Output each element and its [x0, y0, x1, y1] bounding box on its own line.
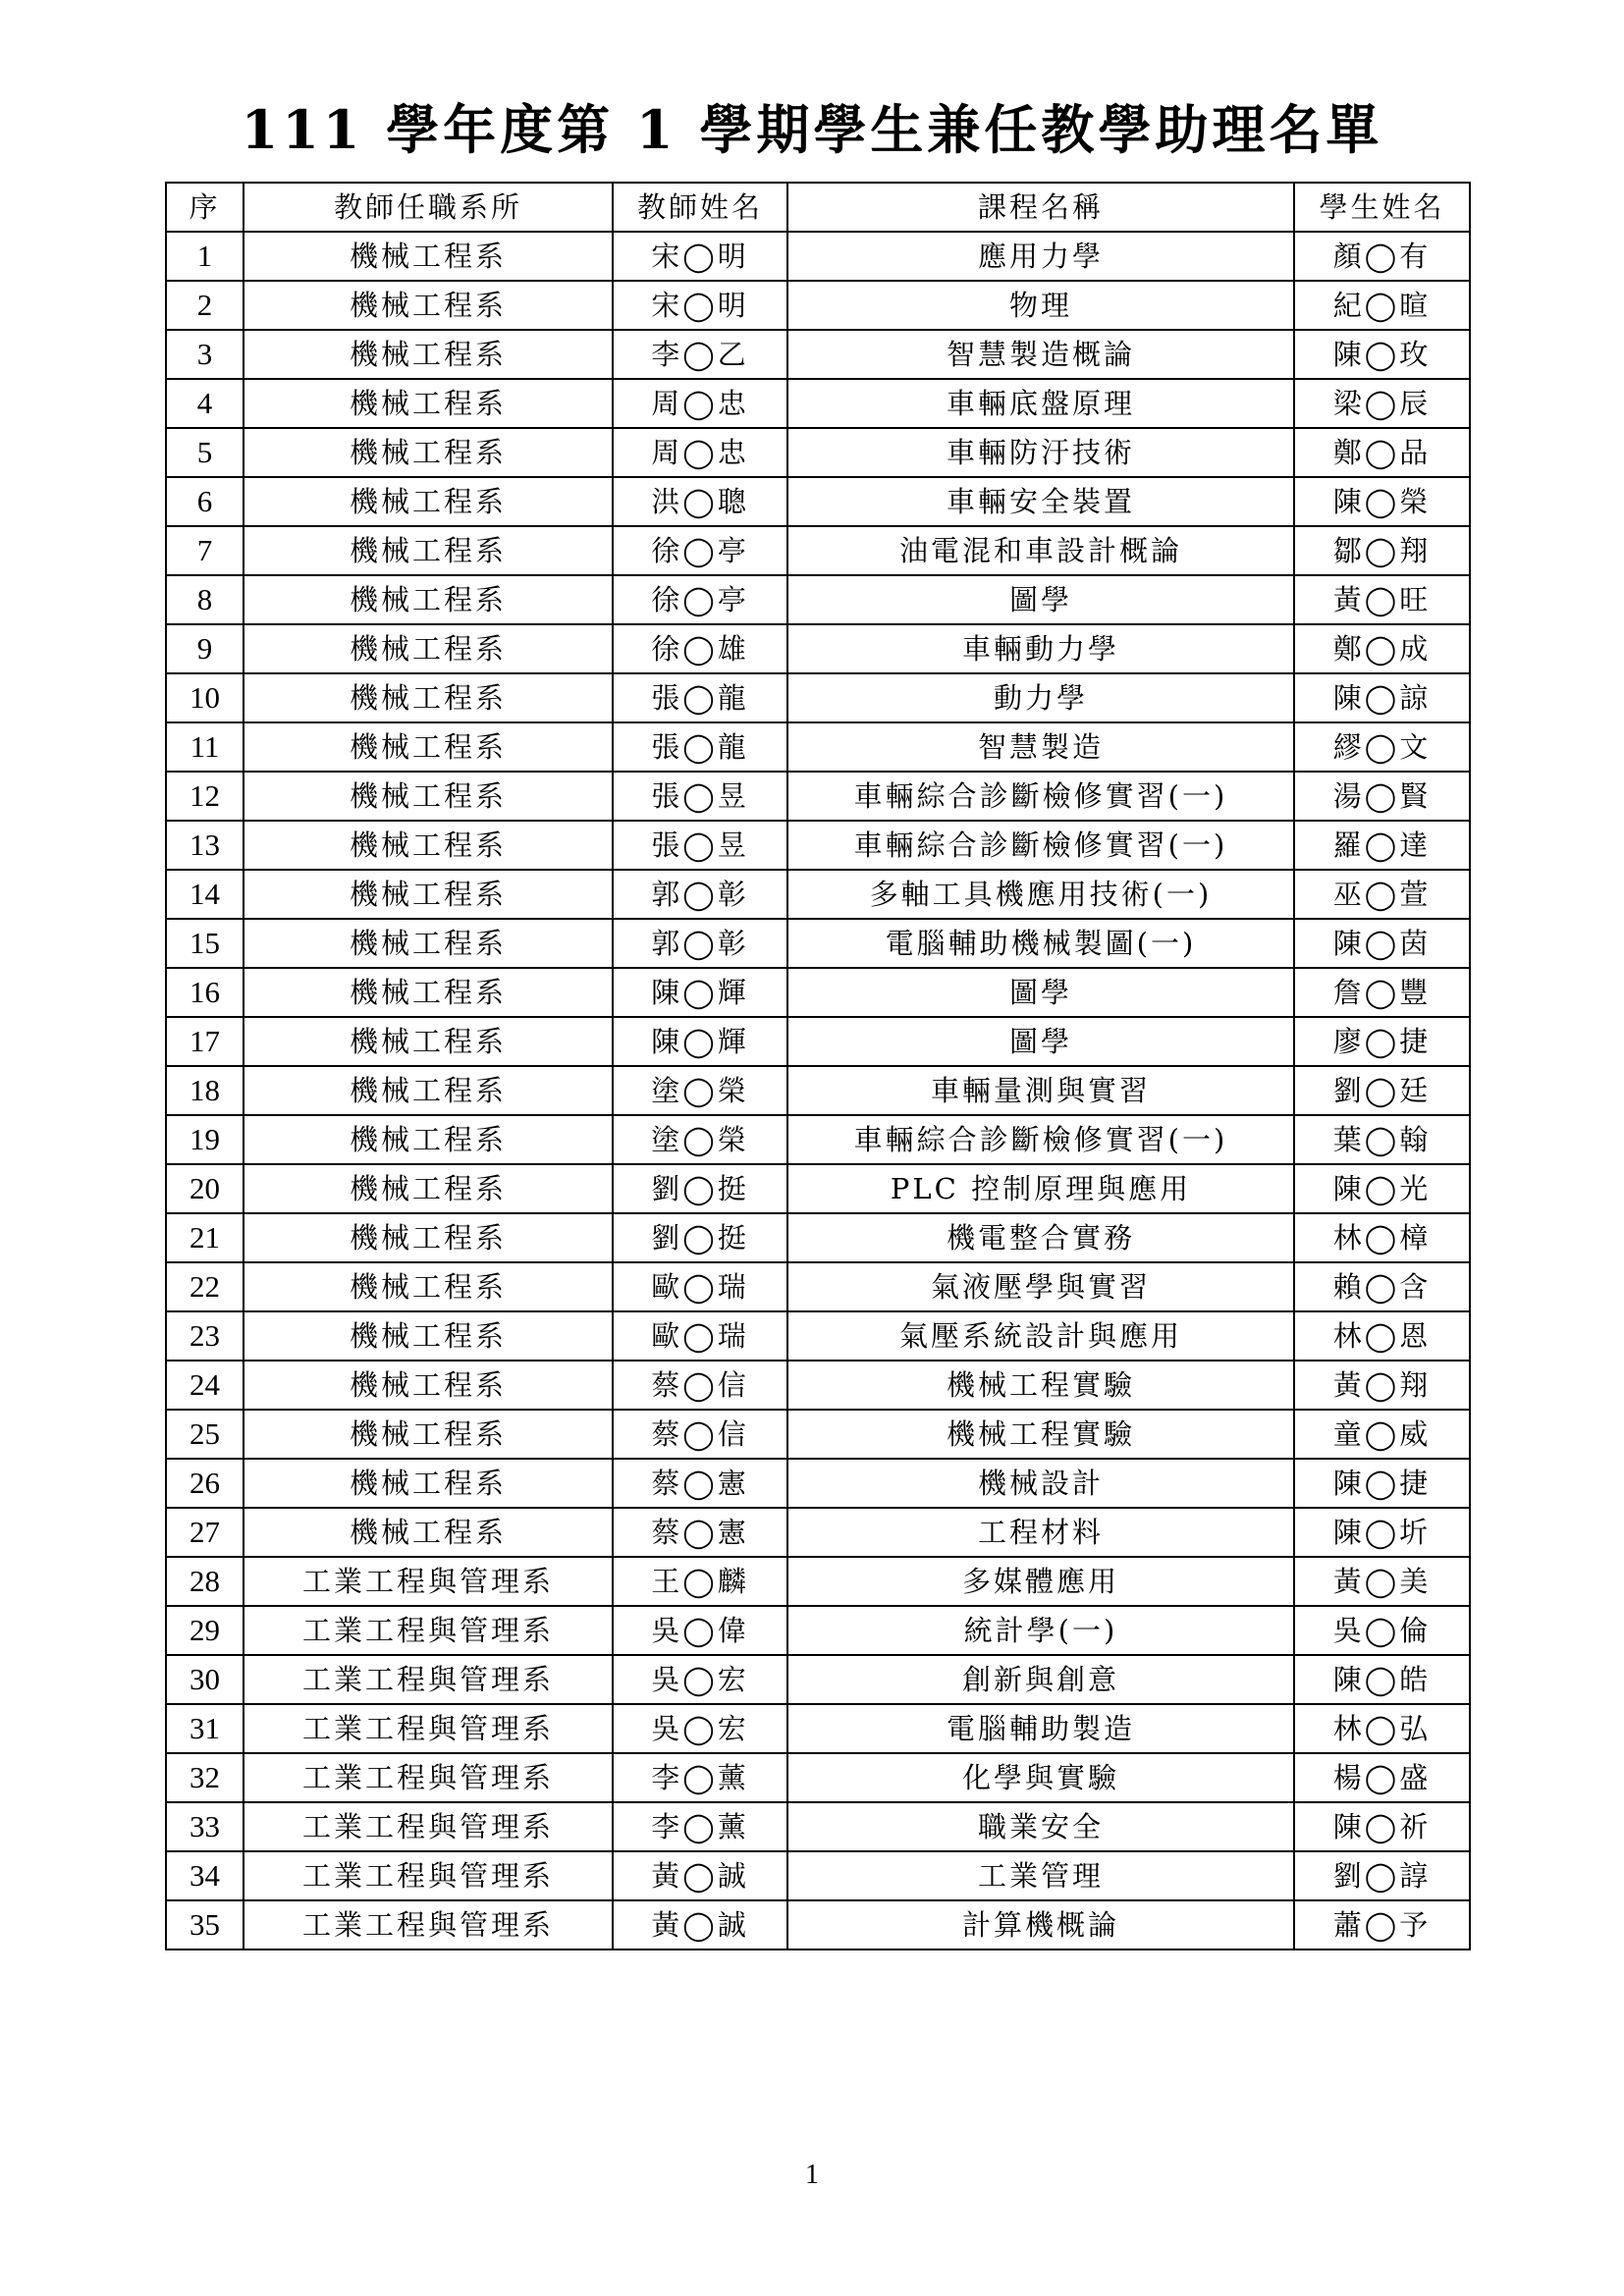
cell-department: 機械工程系 — [244, 330, 613, 379]
cell-seq: 27 — [166, 1508, 244, 1557]
cell-course: 多軸工具機應用技術(一) — [787, 870, 1294, 919]
table-row — [166, 1361, 1470, 1410]
cell-course: 氣液壓學與實習 — [787, 1262, 1294, 1311]
cell-teacher: 宋◯明 — [613, 281, 787, 330]
cell-student: 賴◯含 — [1294, 1262, 1470, 1311]
cell-department: 機械工程系 — [244, 624, 613, 673]
cell-seq: 23 — [166, 1311, 244, 1361]
cell-course: 機械設計 — [787, 1459, 1294, 1508]
cell-course: 車輛安全裝置 — [787, 477, 1294, 526]
cell-course: 機械工程實驗 — [787, 1410, 1294, 1459]
cell-student: 陳◯捷 — [1294, 1459, 1470, 1508]
cell-seq: 16 — [166, 968, 244, 1017]
cell-teacher: 劉◯挺 — [613, 1213, 787, 1262]
table-row — [166, 379, 1470, 428]
table-row — [166, 870, 1470, 919]
cell-department: 機械工程系 — [244, 673, 613, 722]
cell-department: 機械工程系 — [244, 870, 613, 919]
cell-department: 機械工程系 — [244, 232, 613, 281]
cell-teacher: 周◯忠 — [613, 379, 787, 428]
cell-course: 車輛綜合診斷檢修實習(一) — [787, 1115, 1294, 1164]
cell-student: 鄭◯品 — [1294, 428, 1470, 477]
cell-seq: 3 — [166, 330, 244, 379]
cell-teacher: 陳◯輝 — [613, 968, 787, 1017]
cell-student: 劉◯諄 — [1294, 1851, 1470, 1900]
cell-course: 車輛底盤原理 — [787, 379, 1294, 428]
cell-course: 電腦輔助製造 — [787, 1704, 1294, 1753]
cell-student: 陳◯茵 — [1294, 919, 1470, 968]
cell-course: PLC 控制原理與應用 — [787, 1164, 1294, 1213]
cell-student: 陳◯諒 — [1294, 673, 1470, 722]
cell-department: 機械工程系 — [244, 722, 613, 772]
cell-course: 創新與創意 — [787, 1655, 1294, 1704]
cell-student: 繆◯文 — [1294, 722, 1470, 772]
cell-seq: 8 — [166, 575, 244, 624]
table-body — [166, 232, 1470, 1949]
cell-course: 車輛量測與實習 — [787, 1066, 1294, 1115]
cell-student: 陳◯玫 — [1294, 330, 1470, 379]
cell-course: 油電混和車設計概論 — [787, 526, 1294, 575]
cell-seq: 25 — [166, 1410, 244, 1459]
table-row — [166, 1066, 1470, 1115]
cell-teacher: 吳◯宏 — [613, 1655, 787, 1704]
teaching-assistant-table — [165, 182, 1471, 1950]
header-department: 教師任職系所 — [244, 183, 613, 232]
cell-course: 車輛防汙技術 — [787, 428, 1294, 477]
cell-student: 劉◯廷 — [1294, 1066, 1470, 1115]
cell-teacher: 吳◯宏 — [613, 1704, 787, 1753]
cell-seq: 10 — [166, 673, 244, 722]
cell-course: 圖學 — [787, 1017, 1294, 1066]
cell-teacher: 吳◯偉 — [613, 1606, 787, 1655]
cell-student: 陳◯圻 — [1294, 1508, 1470, 1557]
cell-seq: 1 — [166, 232, 244, 281]
table-row — [166, 1753, 1470, 1802]
table-row — [166, 1655, 1470, 1704]
cell-student: 林◯樟 — [1294, 1213, 1470, 1262]
cell-course: 多媒體應用 — [787, 1557, 1294, 1606]
cell-seq: 17 — [166, 1017, 244, 1066]
cell-student: 顏◯有 — [1294, 232, 1470, 281]
cell-teacher: 張◯龍 — [613, 722, 787, 772]
cell-student: 巫◯萱 — [1294, 870, 1470, 919]
cell-seq: 32 — [166, 1753, 244, 1802]
cell-student: 黃◯旺 — [1294, 575, 1470, 624]
cell-seq: 34 — [166, 1851, 244, 1900]
cell-department: 機械工程系 — [244, 428, 613, 477]
cell-seq: 20 — [166, 1164, 244, 1213]
cell-student: 童◯威 — [1294, 1410, 1470, 1459]
cell-student: 林◯弘 — [1294, 1704, 1470, 1753]
cell-seq: 6 — [166, 477, 244, 526]
table-row — [166, 1508, 1470, 1557]
table-row — [166, 624, 1470, 673]
cell-course: 動力學 — [787, 673, 1294, 722]
cell-department: 機械工程系 — [244, 1066, 613, 1115]
table-row — [166, 526, 1470, 575]
cell-department: 機械工程系 — [244, 575, 613, 624]
cell-seq: 22 — [166, 1262, 244, 1311]
cell-department: 機械工程系 — [244, 1508, 613, 1557]
header-seq: 序 — [166, 183, 244, 232]
table-row — [166, 1851, 1470, 1900]
table-row — [166, 1802, 1470, 1851]
cell-department: 機械工程系 — [244, 821, 613, 870]
cell-seq: 15 — [166, 919, 244, 968]
header-student: 學生姓名 — [1294, 183, 1470, 232]
cell-student: 紀◯暄 — [1294, 281, 1470, 330]
cell-course: 工業管理 — [787, 1851, 1294, 1900]
cell-teacher: 蔡◯信 — [613, 1410, 787, 1459]
table-row — [166, 330, 1470, 379]
cell-student: 羅◯達 — [1294, 821, 1470, 870]
cell-course: 物理 — [787, 281, 1294, 330]
cell-student: 陳◯光 — [1294, 1164, 1470, 1213]
cell-student: 蕭◯予 — [1294, 1900, 1470, 1949]
cell-course: 計算機概論 — [787, 1900, 1294, 1949]
cell-department: 機械工程系 — [244, 772, 613, 821]
cell-seq: 9 — [166, 624, 244, 673]
cell-seq: 14 — [166, 870, 244, 919]
cell-course: 職業安全 — [787, 1802, 1294, 1851]
cell-student: 葉◯翰 — [1294, 1115, 1470, 1164]
cell-student: 鄒◯翔 — [1294, 526, 1470, 575]
cell-department: 工業工程與管理系 — [244, 1753, 613, 1802]
cell-teacher: 黃◯誠 — [613, 1851, 787, 1900]
cell-department: 機械工程系 — [244, 1213, 613, 1262]
cell-student: 黃◯美 — [1294, 1557, 1470, 1606]
cell-course: 統計學(一) — [787, 1606, 1294, 1655]
table-row — [166, 1115, 1470, 1164]
cell-student: 林◯恩 — [1294, 1311, 1470, 1361]
cell-department: 機械工程系 — [244, 1410, 613, 1459]
cell-seq: 28 — [166, 1557, 244, 1606]
cell-course: 圖學 — [787, 968, 1294, 1017]
cell-teacher: 蔡◯憲 — [613, 1459, 787, 1508]
table-row — [166, 772, 1470, 821]
table-row — [166, 968, 1470, 1017]
cell-department: 機械工程系 — [244, 477, 613, 526]
cell-student: 陳◯祈 — [1294, 1802, 1470, 1851]
cell-teacher: 徐◯亭 — [613, 575, 787, 624]
table-row — [166, 1164, 1470, 1213]
table-row — [166, 1410, 1470, 1459]
cell-course: 氣壓系統設計與應用 — [787, 1311, 1294, 1361]
cell-teacher: 洪◯聰 — [613, 477, 787, 526]
table-row — [166, 1017, 1470, 1066]
cell-student: 黃◯翔 — [1294, 1361, 1470, 1410]
cell-teacher: 李◯乙 — [613, 330, 787, 379]
cell-department: 機械工程系 — [244, 919, 613, 968]
cell-seq: 29 — [166, 1606, 244, 1655]
cell-seq: 4 — [166, 379, 244, 428]
cell-course: 化學與實驗 — [787, 1753, 1294, 1802]
table-row — [166, 1459, 1470, 1508]
cell-teacher: 蔡◯信 — [613, 1361, 787, 1410]
cell-student: 梁◯辰 — [1294, 379, 1470, 428]
table-row — [166, 1704, 1470, 1753]
cell-seq: 21 — [166, 1213, 244, 1262]
cell-seq: 26 — [166, 1459, 244, 1508]
cell-teacher: 塗◯榮 — [613, 1115, 787, 1164]
cell-department: 工業工程與管理系 — [244, 1704, 613, 1753]
cell-teacher: 李◯薰 — [613, 1802, 787, 1851]
cell-course: 應用力學 — [787, 232, 1294, 281]
cell-teacher: 王◯麟 — [613, 1557, 787, 1606]
cell-student: 陳◯皓 — [1294, 1655, 1470, 1704]
cell-department: 工業工程與管理系 — [244, 1900, 613, 1949]
cell-teacher: 歐◯瑞 — [613, 1311, 787, 1361]
table-row — [166, 1262, 1470, 1311]
cell-course: 機電整合實務 — [787, 1213, 1294, 1262]
table-row — [166, 919, 1470, 968]
cell-seq: 12 — [166, 772, 244, 821]
cell-course: 智慧製造概論 — [787, 330, 1294, 379]
cell-teacher: 蔡◯憲 — [613, 1508, 787, 1557]
cell-teacher: 陳◯輝 — [613, 1017, 787, 1066]
cell-teacher: 徐◯亭 — [613, 526, 787, 575]
cell-course: 智慧製造 — [787, 722, 1294, 772]
header-course: 課程名稱 — [787, 183, 1294, 232]
table-row — [166, 477, 1470, 526]
table-row — [166, 281, 1470, 330]
cell-department: 工業工程與管理系 — [244, 1802, 613, 1851]
cell-seq: 19 — [166, 1115, 244, 1164]
cell-department: 機械工程系 — [244, 968, 613, 1017]
cell-course: 機械工程實驗 — [787, 1361, 1294, 1410]
page-number: 1 — [805, 2160, 819, 2190]
cell-seq: 30 — [166, 1655, 244, 1704]
table-row — [166, 673, 1470, 722]
cell-student: 鄭◯成 — [1294, 624, 1470, 673]
cell-seq: 35 — [166, 1900, 244, 1949]
cell-seq: 11 — [166, 722, 244, 772]
cell-teacher: 張◯龍 — [613, 673, 787, 722]
cell-teacher: 張◯昱 — [613, 772, 787, 821]
cell-department: 機械工程系 — [244, 1262, 613, 1311]
cell-teacher: 張◯昱 — [613, 821, 787, 870]
cell-seq: 2 — [166, 281, 244, 330]
cell-department: 機械工程系 — [244, 1361, 613, 1410]
cell-teacher: 徐◯雄 — [613, 624, 787, 673]
document-title: 111 學年度第 1 學期學生兼任教學助理名單 — [241, 98, 1383, 161]
cell-department: 工業工程與管理系 — [244, 1851, 613, 1900]
cell-teacher: 塗◯榮 — [613, 1066, 787, 1115]
cell-department: 機械工程系 — [244, 1017, 613, 1066]
table-row — [166, 1213, 1470, 1262]
cell-course: 電腦輔助機械製圖(一) — [787, 919, 1294, 968]
cell-seq: 13 — [166, 821, 244, 870]
cell-teacher: 劉◯挺 — [613, 1164, 787, 1213]
cell-seq: 7 — [166, 526, 244, 575]
table-row — [166, 575, 1470, 624]
cell-student: 吳◯倫 — [1294, 1606, 1470, 1655]
cell-department: 機械工程系 — [244, 1164, 613, 1213]
cell-course: 車輛綜合診斷檢修實習(一) — [787, 772, 1294, 821]
cell-teacher: 郭◯彰 — [613, 919, 787, 968]
table-row — [166, 1606, 1470, 1655]
cell-department: 工業工程與管理系 — [244, 1606, 613, 1655]
table-header-row — [166, 183, 1470, 232]
cell-course: 車輛綜合診斷檢修實習(一) — [787, 821, 1294, 870]
cell-department: 機械工程系 — [244, 1311, 613, 1361]
cell-department: 工業工程與管理系 — [244, 1655, 613, 1704]
cell-course: 圖學 — [787, 575, 1294, 624]
cell-student: 陳◯榮 — [1294, 477, 1470, 526]
table-row — [166, 722, 1470, 772]
table-row — [166, 1557, 1470, 1606]
cell-teacher: 黃◯誠 — [613, 1900, 787, 1949]
cell-department: 機械工程系 — [244, 281, 613, 330]
table-row — [166, 428, 1470, 477]
cell-teacher: 周◯忠 — [613, 428, 787, 477]
cell-seq: 31 — [166, 1704, 244, 1753]
cell-student: 詹◯豐 — [1294, 968, 1470, 1017]
cell-department: 機械工程系 — [244, 526, 613, 575]
cell-seq: 24 — [166, 1361, 244, 1410]
cell-student: 廖◯捷 — [1294, 1017, 1470, 1066]
cell-teacher: 宋◯明 — [613, 232, 787, 281]
cell-teacher: 李◯薰 — [613, 1753, 787, 1802]
table-row — [166, 1900, 1470, 1949]
header-teacher: 教師姓名 — [613, 183, 787, 232]
cell-department: 機械工程系 — [244, 1115, 613, 1164]
cell-department: 機械工程系 — [244, 1459, 613, 1508]
cell-department: 工業工程與管理系 — [244, 1557, 613, 1606]
cell-seq: 5 — [166, 428, 244, 477]
table-row — [166, 821, 1470, 870]
cell-seq: 18 — [166, 1066, 244, 1115]
cell-course: 車輛動力學 — [787, 624, 1294, 673]
cell-department: 機械工程系 — [244, 379, 613, 428]
cell-student: 楊◯盛 — [1294, 1753, 1470, 1802]
cell-teacher: 郭◯彰 — [613, 870, 787, 919]
cell-seq: 33 — [166, 1802, 244, 1851]
table-row — [166, 1311, 1470, 1361]
cell-course: 工程材料 — [787, 1508, 1294, 1557]
cell-teacher: 歐◯瑞 — [613, 1262, 787, 1311]
cell-student: 湯◯賢 — [1294, 772, 1470, 821]
table-row — [166, 232, 1470, 281]
